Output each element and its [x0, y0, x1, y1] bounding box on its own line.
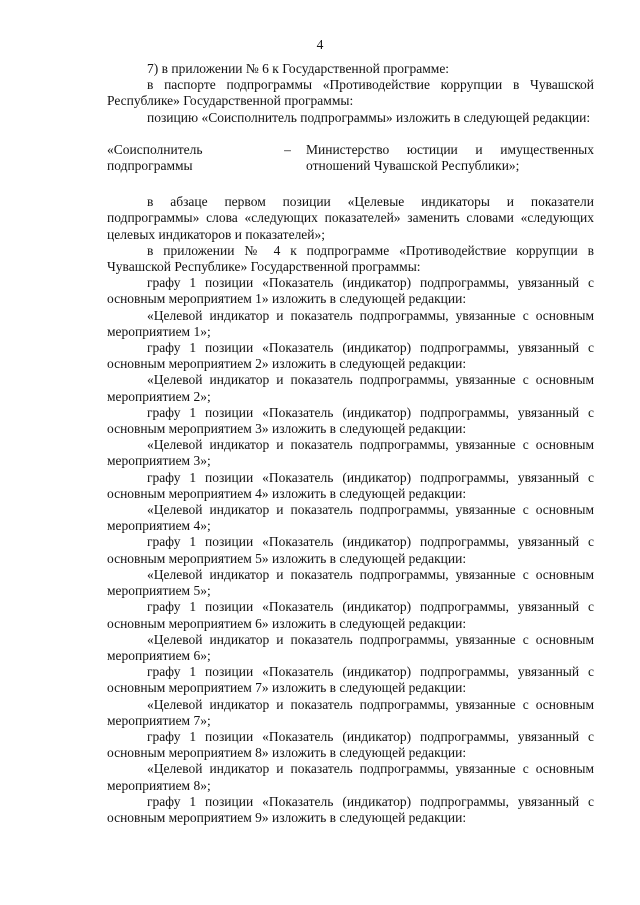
paragraph: в приложении № 4 к подпрограмме «Противодействие коррупции в Чувашской Республике» Государственной программы:	[107, 242, 594, 275]
paragraph: «Целевой индикатор и показатель подпрограммы, увязанные с основным мероприятием 6»;	[107, 631, 594, 663]
paragraph: графу 1 позиции «Показатель (индикатор) подпрограммы, увязанный с основным мероприятием 8» изложить в следующей редакции:	[107, 728, 594, 761]
paragraph: «Целевой индикатор и показатель подпрограммы, увязанные с основным мероприятием 8»;	[107, 761, 594, 793]
paragraph: графу 1 позиции «Показатель (индикатор) подпрограммы, увязанный с основным мероприятием 9» изложить в следующей редакции:	[107, 793, 594, 825]
paragraph: «Целевой индикатор и показатель подпрограммы, увязанные с основным мероприятием 7»;	[107, 696, 594, 728]
paragraph: 7) в приложении № 6 к Государственной программе:	[147, 61, 450, 76]
paragraph: «Целевой индикатор и показатель подпрограммы, увязанные с основным мероприятием 3»;	[107, 437, 594, 469]
paragraph: графу 1 позиции «Показатель (индикатор) подпрограммы, увязанный с основным мероприятием 6» изложить в следующей редакции:	[107, 599, 594, 631]
paragraph: позицию «Соисполнитель подпрограммы» изложить в следующей редакции:	[147, 109, 591, 125]
position-value-cell: Министерство юстиции и имущественных отношений Чувашской Республики»;	[306, 141, 594, 174]
dash-separator: –	[284, 141, 291, 157]
paragraph: графу 1 позиции «Показатель (индикатор) подпрограммы, увязанный с основным мероприятием 2» изложить в следующей редакции:	[107, 340, 594, 372]
paragraph: графу 1 позиции «Показатель (индикатор) подпрограммы, увязанный с основным мероприятием 7» изложить в следующей редакции:	[107, 664, 594, 696]
paragraph: в абзаце первом позиции «Целевые индикаторы и показатели подпрограммы» слова «следующих показателей» заменить словами «следующих целевых индикаторов и показателей»;	[107, 194, 594, 242]
paragraph: «Целевой индикатор и показатель подпрограммы, увязанные с основным мероприятием 1»;	[107, 307, 594, 339]
paragraph: в паспорте подпрограммы «Противодействие коррупции в Чувашской Республике» Государственной программы:	[107, 77, 594, 109]
document-body	[107, 61, 594, 826]
page-number: 4	[316, 37, 324, 52]
paragraph: «Целевой индикатор и показатель подпрограммы, увязанные с основным мероприятием 4»;	[107, 502, 594, 534]
paragraph: графу 1 позиции «Показатель (индикатор) подпрограммы, увязанный с основным мероприятием 3» изложить в следующей редакции:	[107, 404, 594, 437]
paragraph: графу 1 позиции «Показатель (индикатор) подпрограммы, увязанный с основным мероприятием 5» изложить в следующей редакции:	[107, 534, 594, 566]
paragraph: «Целевой индикатор и показатель подпрограммы, увязанные с основным мероприятием 5»;	[107, 566, 594, 599]
position-table	[107, 142, 594, 174]
paragraph: «Целевой индикатор и показатель подпрограммы, увязанные с основным мероприятием 2»;	[107, 372, 594, 404]
paragraph: графу 1 позиции «Показатель (индикатор) подпрограммы, увязанный с основным мероприятием 4» изложить в следующей редакции:	[107, 469, 594, 501]
position-name-cell: «Соисполнитель подпрограммы	[107, 141, 203, 174]
paragraph: графу 1 позиции «Показатель (индикатор) подпрограммы, увязанный с основным мероприятием 1» изложить в следующей редакции:	[107, 275, 594, 307]
